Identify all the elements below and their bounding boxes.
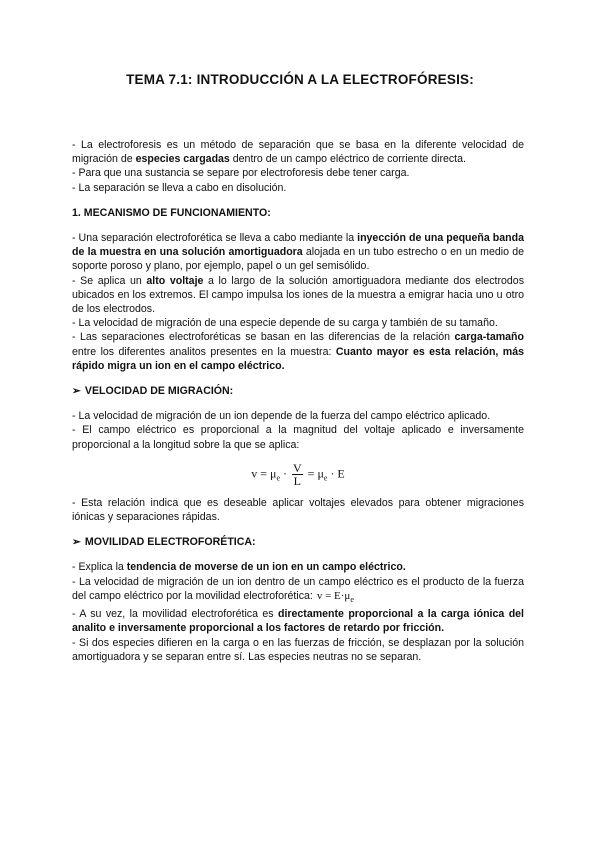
text-run: - La electroforesis es un método de separación que se basa en la diferente velocidad de migración de [72, 139, 524, 166]
formula-fraction [292, 462, 303, 487]
section1-paragraph-2 [72, 274, 524, 317]
text-run: - Una separación electroforética se lleva a cabo mediante la [72, 232, 358, 245]
bold-run: tendencia de moverse de un ion en un campo eléctrico. [126, 561, 406, 574]
text-run: - A su vez, la movilidad electroforética es [72, 608, 278, 621]
section2-paragraph-1: - La velocidad de migración de un ion depende de la fuerza del campo eléctrico aplicado. [72, 410, 491, 423]
text-run: - Explica la [72, 561, 127, 574]
intro-paragraph-2: - Para que una sustancia se separe por electroforesis debe tener carga. [72, 167, 410, 180]
fraction-numerator: V [293, 460, 302, 475]
text-run: - Las separaciones electroforéticas se basan en las diferencias de la relación [72, 331, 455, 344]
section1-paragraph-4 [72, 330, 524, 373]
formula-part: v = μ [251, 466, 277, 481]
document-body [72, 138, 524, 664]
section1-paragraph-1 [72, 231, 524, 274]
section3-paragraph-1 [72, 560, 524, 574]
velocity-formula [72, 462, 524, 487]
section1-paragraph-3: - La velocidad de migración de una especie depende de su carga y también de su tamaño. [72, 317, 498, 330]
fraction-denominator: L [293, 473, 301, 488]
formula-subscript: e [350, 595, 354, 605]
heading-text: VELOCIDAD DE MIGRACIÓN: [84, 385, 234, 398]
section3-paragraph-4: - Si dos especies difieren en la carga o en las fuerzas de fricción, se desplazan por la solución amortiguadora y se separan entre sí. Las especies neutras no se separan. [72, 636, 524, 663]
text-run: - La velocidad de migración de un ion dentro de un campo eléctrico es el producto de la fuerza del campo eléctrico por la movilidad electroforética: [72, 575, 524, 602]
bold-run: directamente proporcional a la carga iónica del analito e inversamente proporcional a los factores de retardo por fricción. [72, 608, 524, 635]
section-heading-movilidad [72, 535, 524, 549]
inline-formula [316, 589, 354, 605]
bold-run: carga-tamaño [454, 331, 524, 344]
text-run: dentro de un campo eléctrico de corriente directa. [229, 153, 466, 166]
bold-run: alto voltaje [146, 274, 204, 287]
formula-part: · [280, 466, 290, 481]
section3-paragraph-3 [72, 607, 524, 635]
page-title: TEMA 7.1: INTRODUCCIÓN A LA ELECTROFÓRESIS: [126, 72, 474, 87]
arrow-bullet-icon: ➢ [72, 385, 81, 398]
formula-subscript: e [323, 473, 328, 483]
intro-paragraph-1 [72, 138, 524, 166]
formula-part: v = E·μ [316, 589, 351, 602]
bold-run: inyección de una pequeña banda de la muestra en una solución amortiguadora [72, 232, 524, 259]
section2-paragraph-3: - Esta relación indica que es deseable aplicar voltajes elevados para obtener migraciones iónicas y separaciones rápidas. [72, 496, 524, 524]
bold-run: Cuanto mayor es esta relación, más rápido migra un ion en el campo eléctrico. [72, 345, 524, 372]
section-heading-velocidad [72, 384, 524, 398]
formula-part: · E [327, 466, 345, 481]
text-run: a lo largo de la solución amortiguadora mediante dos electrodos ubicados en los extremos. El campo impulsa los iones de la muestra a emigrar hacia uno u otro de los electrodos. [72, 274, 524, 316]
text-run: entre los diferentes analitos presentes en la muestra: [72, 345, 336, 358]
intro-paragraph-3: - La separación se lleva a cabo en disolución. [72, 181, 287, 194]
bold-run: especies cargadas [135, 153, 230, 166]
formula-part: = μ [307, 466, 324, 481]
section3-paragraph-2 [72, 575, 524, 608]
text-run: alojada en un tubo estrecho o en un medio de soporte poroso y plano, por ejemplo, papel o un gel semisólido. [72, 246, 525, 273]
heading-text: MOVILIDAD ELECTROFORÉTICA: [84, 536, 256, 549]
text-run: - Se aplica un [72, 274, 147, 287]
arrow-bullet-icon: ➢ [72, 536, 81, 549]
formula-subscript: e [276, 473, 280, 483]
section-heading-mecanismo: 1. MECANISMO DE FUNCIONAMIENTO: [72, 206, 271, 219]
section2-paragraph-2: - El campo eléctrico es proporcional a la magnitud del voltaje aplicado e inversamente proporcional a la longitud sobre la que se aplica: [72, 424, 524, 451]
